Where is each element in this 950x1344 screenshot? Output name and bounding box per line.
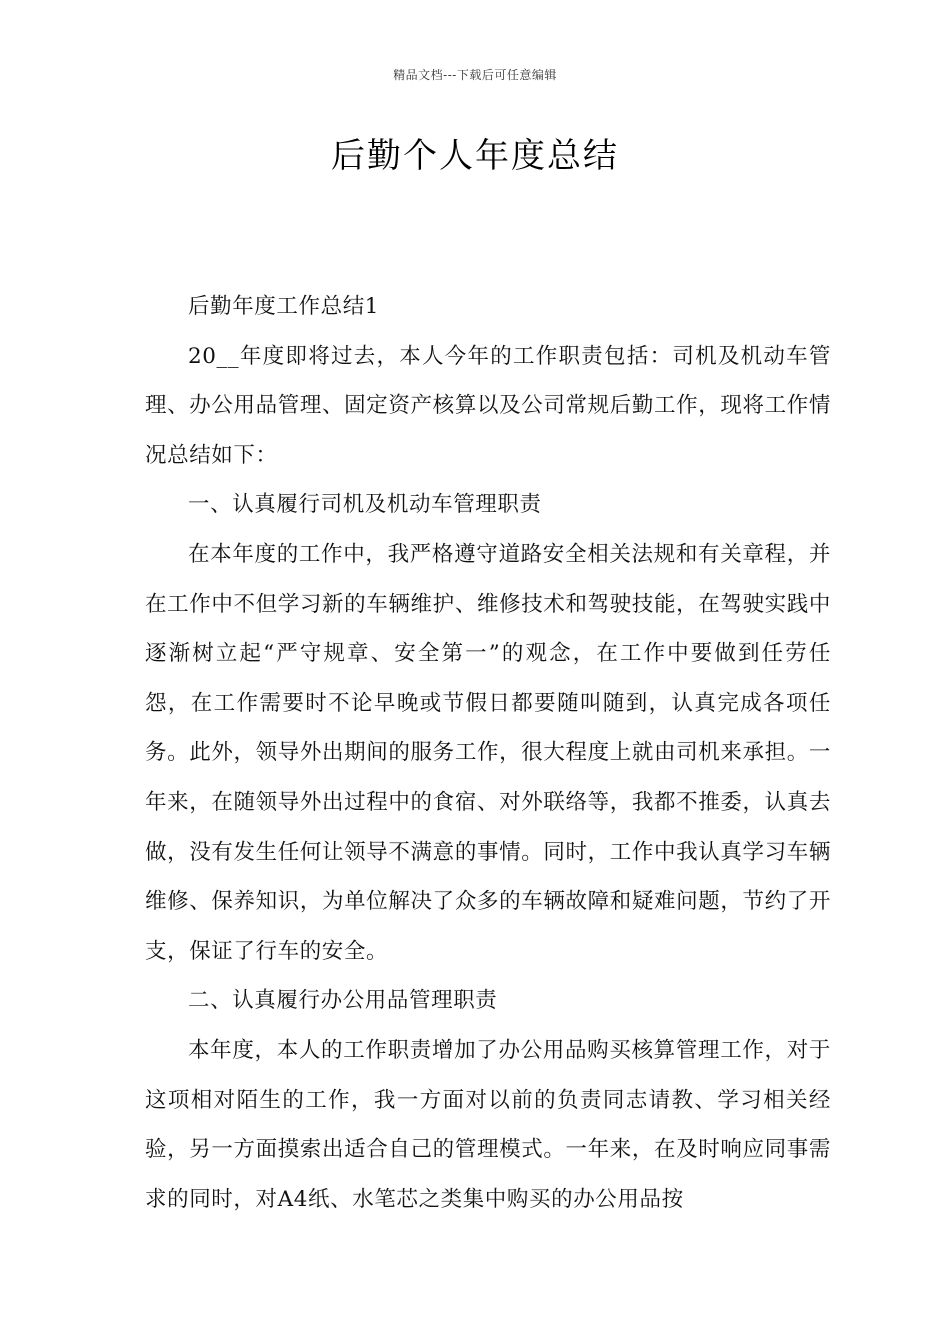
- paragraph: 本年度，本人的工作职责增加了办公用品购买核算管理工作，对于这项相对陌生的工作，我一方面对以前的负责同志请教、学习相关经验，另一方面摸索出适合自己的管理模式。一年来，在及时响应同事需求的同时，对A4纸、水笔芯之类集中购买的办公用品按: [145, 1037, 831, 1212]
- document-body: [145, 282, 831, 1224]
- section-heading: 后勤年度工作总结1: [188, 294, 380, 319]
- section-heading: 一、认真履行司机及机动车管理职责: [188, 492, 542, 518]
- document-title: 后勤个人年度总结: [331, 136, 619, 176]
- header-note: 精品文档---下载后可任意编辑: [393, 68, 557, 82]
- paragraph: 在本年度的工作中，我严格遵守道路安全相关法规和有关章程，并在工作中不但学习新的车辆维护、维修技术和驾驶技能，在驾驶实践中逐渐树立起“严守规章、安全第一”的观念，在工作中要做到任劳任怨，在工作需要时不论早晚或节假日都要随叫随到，认真完成各项任务。此外，领导外出期间的服务工作，很大程度上就由司机来承担。一年来，在随领导外出过程中的食宿、对外联络等，我都不推委，认真去做，没有发生任何让领导不满意的事情。同时，工作中我认真学习车辆维修、保养知识，为单位解决了众多的车辆故障和疑难问题，节约了开支，保证了行车的安全。: [145, 541, 831, 964]
- section-heading: 二、认真履行办公用品管理职责: [188, 988, 498, 1014]
- paragraph: 20__年度即将过去，本人今年的工作职责包括：司机及机动车管理、办公用品管理、固定资产核算以及公司常规后勤工作，现将工作情况总结如下：: [145, 343, 831, 468]
